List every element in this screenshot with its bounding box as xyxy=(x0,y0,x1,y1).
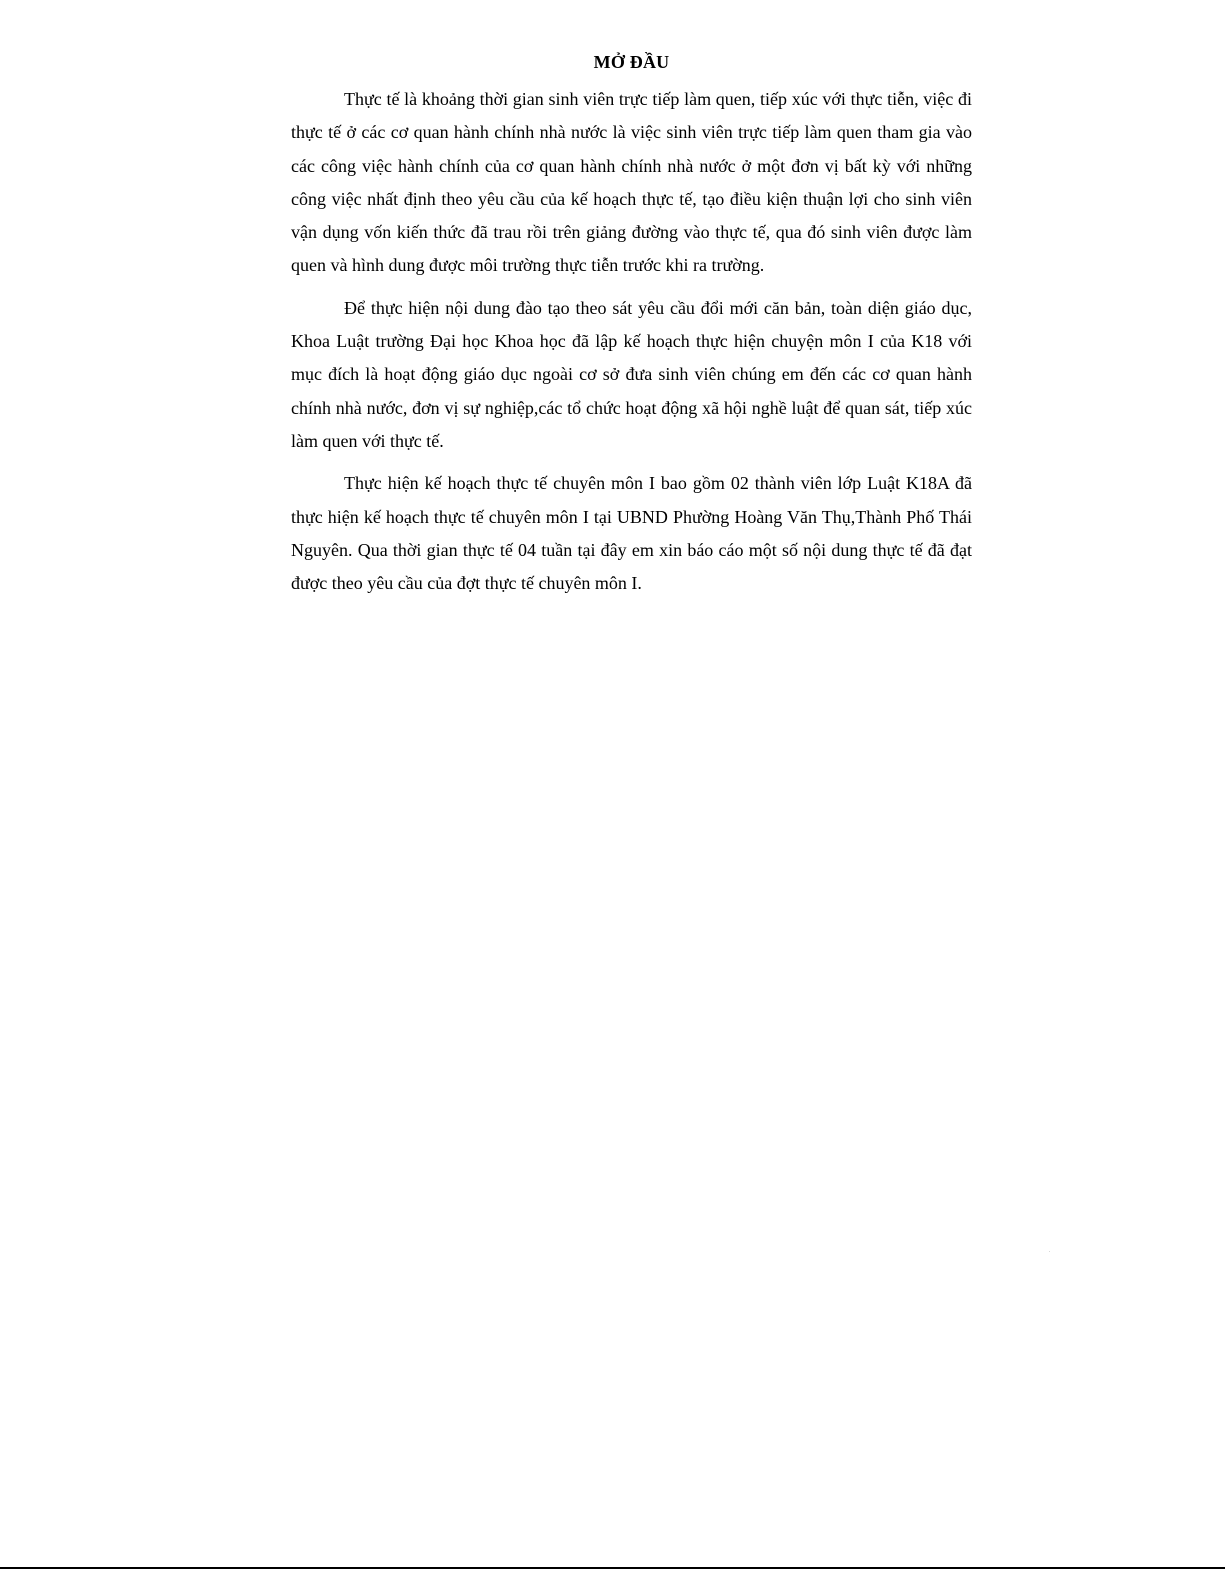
paragraph-1: Thực tế là khoảng thời gian sinh viên trực tiếp làm quen, tiếp xúc với thực tiễn, việc đi thực tế ở các cơ quan hành chính nhà nước là việc sinh viên trực tiếp làm quen tham gia vào các công việc hành chính của cơ quan hành chính nhà nước ở một đơn vị bất kỳ với những công việc nhất định theo yêu cầu của kế hoạch thực tế, tạo điều kiện thuận lợi cho sinh viên vận dụng vốn kiến thức đã trau rồi trên giảng đường vào thực tế, qua đó sinh viên được làm quen và hình dung được môi trường thực tiễn trước khi ra trường. xyxy=(291,89,972,276)
paragraph-3: Thực hiện kế hoạch thực tế chuyên môn I bao gồm 02 thành viên lớp Luật K18A đã thực hiện kế hoạch thực tế chuyên môn I tại UBND Phường Hoàng Văn Thụ,Thành Phố Thái Nguyên. Qua thời gian thực tế 04 tuần tại đây em xin báo cáo một số nội dung thực tế đã đạt được theo yêu cầu của đợt thực tế chuyên môn I. xyxy=(291,473,972,594)
document-body xyxy=(291,49,972,609)
document-title: MỞ ĐẦU xyxy=(593,52,670,72)
scan-speck xyxy=(1049,1251,1050,1252)
paragraph-2: Để thực hiện nội dung đào tạo theo sát yêu cầu đổi mới căn bản, toàn diện giáo dục, Khoa Luật trường Đại học Khoa học đã lập kế hoạch thực hiện chuyện môn I của K18 với mục đích là hoạt động giáo dục ngoài cơ sở đưa sinh viên chúng em đến các cơ quan hành chính nhà nước, đơn vị sự nghiệp,các tổ chức hoạt động xã hội nghề luật để quan sát, tiếp xúc làm quen với thực tế. xyxy=(291,297,972,451)
bottom-border-line xyxy=(0,1567,1225,1569)
